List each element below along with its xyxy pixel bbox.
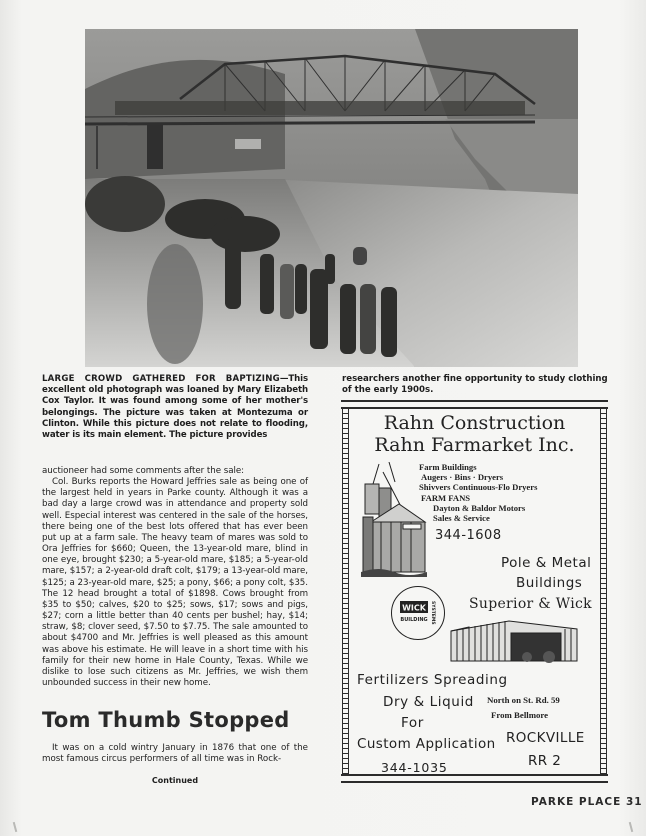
wick-building-systems-logo	[391, 586, 445, 640]
ad-directions-line1: North on St. Rd. 59	[487, 695, 560, 705]
wick-logo-text: WICK	[402, 603, 426, 613]
caption-lead: LARGE CROWD GATHERED FOR BAPTIZING	[42, 374, 280, 384]
auction-article	[42, 466, 308, 689]
ad-phone-secondary: 344-1035	[381, 760, 448, 775]
ad-buildings: Buildings	[516, 575, 583, 591]
ad-phone-primary: 344-1608	[435, 528, 502, 543]
ad-services-list	[419, 462, 537, 523]
publication-name: PARKE PLACE	[531, 796, 622, 808]
bridge-pier	[147, 124, 163, 169]
tom-thumb-article	[42, 743, 308, 765]
article-opening: auctioneer had some comments after the sale:	[42, 466, 245, 476]
ad-company-name-2: Rahn Farmarket Inc.	[374, 434, 575, 456]
caption-dash: —	[279, 374, 289, 384]
story-headline: Tom Thumb Stopped	[42, 708, 290, 732]
ad-directions-line2: From Bellmore	[491, 710, 549, 720]
caption-text: This excellent old photograph was loaned by Mary Elizabeth Cox Taylor. It was found among some of her mother's belongings. The picture was taken at Montezuma or Clinton. While this picture does not relate to flooding, water is its main element. The picture provides	[42, 374, 308, 441]
article-body: Col. Burks reports the Howard Jeffries sale as being one of the largest held in years in Parke county. Although it was a bad day a large crowd was in attendance and property sold well. Especial interest was centered in the sale of the horses, there being one of the best lots offered that has ever been put up at a farm sale. The heavy team of mares was sold to Ora Jeffries for $660; Queen, the 13-year-old mare, blind in one eye, brought $230; a 5-year-old mare, $185; a 5-year-old mare, $157; a 2-year-old draft colt, $179; a 13-year-old mare, $125; a 23-year-old mare, $25; a pony, $66; a pony colt, $35. The 12 head brought a total of $1898. Cows brought from $35 to $50; calves, $20 to $25; sows, $17; sows and pigs, $27; corn a little better than 40 cents per bushel; hay, $14; straw, $8; clover seed, $7.50 to $7.75. The sale amounted to about $4700 and Mr. Jeffries is well pleased as this amount was above his estimate. He will leave in a short time with his family for their new home in Hale County, Texas. While we dislike to lose such citizens as Mr. Jeffries, we wish them unbounded success in their new home.	[42, 477, 308, 688]
service-item: Augers · Bins · Dryers	[421, 472, 504, 483]
continued-label: Continued	[151, 776, 199, 785]
ad-city: ROCKVILLE	[506, 730, 585, 746]
service-item: FARM FANS	[421, 492, 471, 503]
bridge-spectators	[115, 101, 525, 115]
ad-fertilizer-line2: Dry & Liquid	[383, 694, 474, 710]
ad-fertilizer-line4: Custom Application	[357, 736, 496, 752]
wick-logo-icon	[392, 587, 444, 639]
page-number: 31	[625, 796, 643, 808]
photo-hill	[85, 60, 285, 179]
tom-thumb-body: It was on a cold wintry January in 1876 that one of the most famous circus performers of all time was in Rock-	[42, 743, 308, 765]
ad-brands: Superior & Wick	[469, 596, 592, 612]
service-item: Shivvers Continuous-Flo Dryers	[419, 482, 538, 493]
photo-caption-continuation: researchers another fine opportunity to study clothing of the early 1900s.	[342, 374, 608, 396]
ad-fertilizer-line1: Fertilizers Spreading	[357, 672, 508, 688]
photo-illustration	[85, 29, 578, 367]
ad-route: RR 2	[528, 753, 562, 769]
ad-pole-metal: Pole & Metal	[501, 555, 592, 571]
wick-logo-systems: SYSTEMS	[430, 601, 435, 625]
service-item: Dayton & Baldor Motors	[433, 502, 526, 513]
rahn-advertisement	[341, 400, 608, 783]
ad-top-border	[341, 400, 608, 409]
baptizing-photograph	[85, 29, 578, 367]
page-footer	[531, 796, 643, 808]
ad-fertilizer-line3: For	[401, 715, 424, 731]
ad-company-name: Rahn Construction	[383, 412, 566, 434]
photo-shed	[235, 139, 261, 149]
ad-bottom-border	[341, 774, 608, 783]
wick-logo-sub: BUILDING	[400, 617, 428, 623]
service-item: Farm Buildings	[419, 462, 477, 472]
photo-caption	[42, 374, 308, 441]
ad-chain-border-left	[342, 408, 349, 775]
service-item: Sales & Service	[433, 513, 490, 524]
ad-chain-border-right	[600, 408, 607, 775]
metal-barn-icon	[449, 613, 581, 665]
